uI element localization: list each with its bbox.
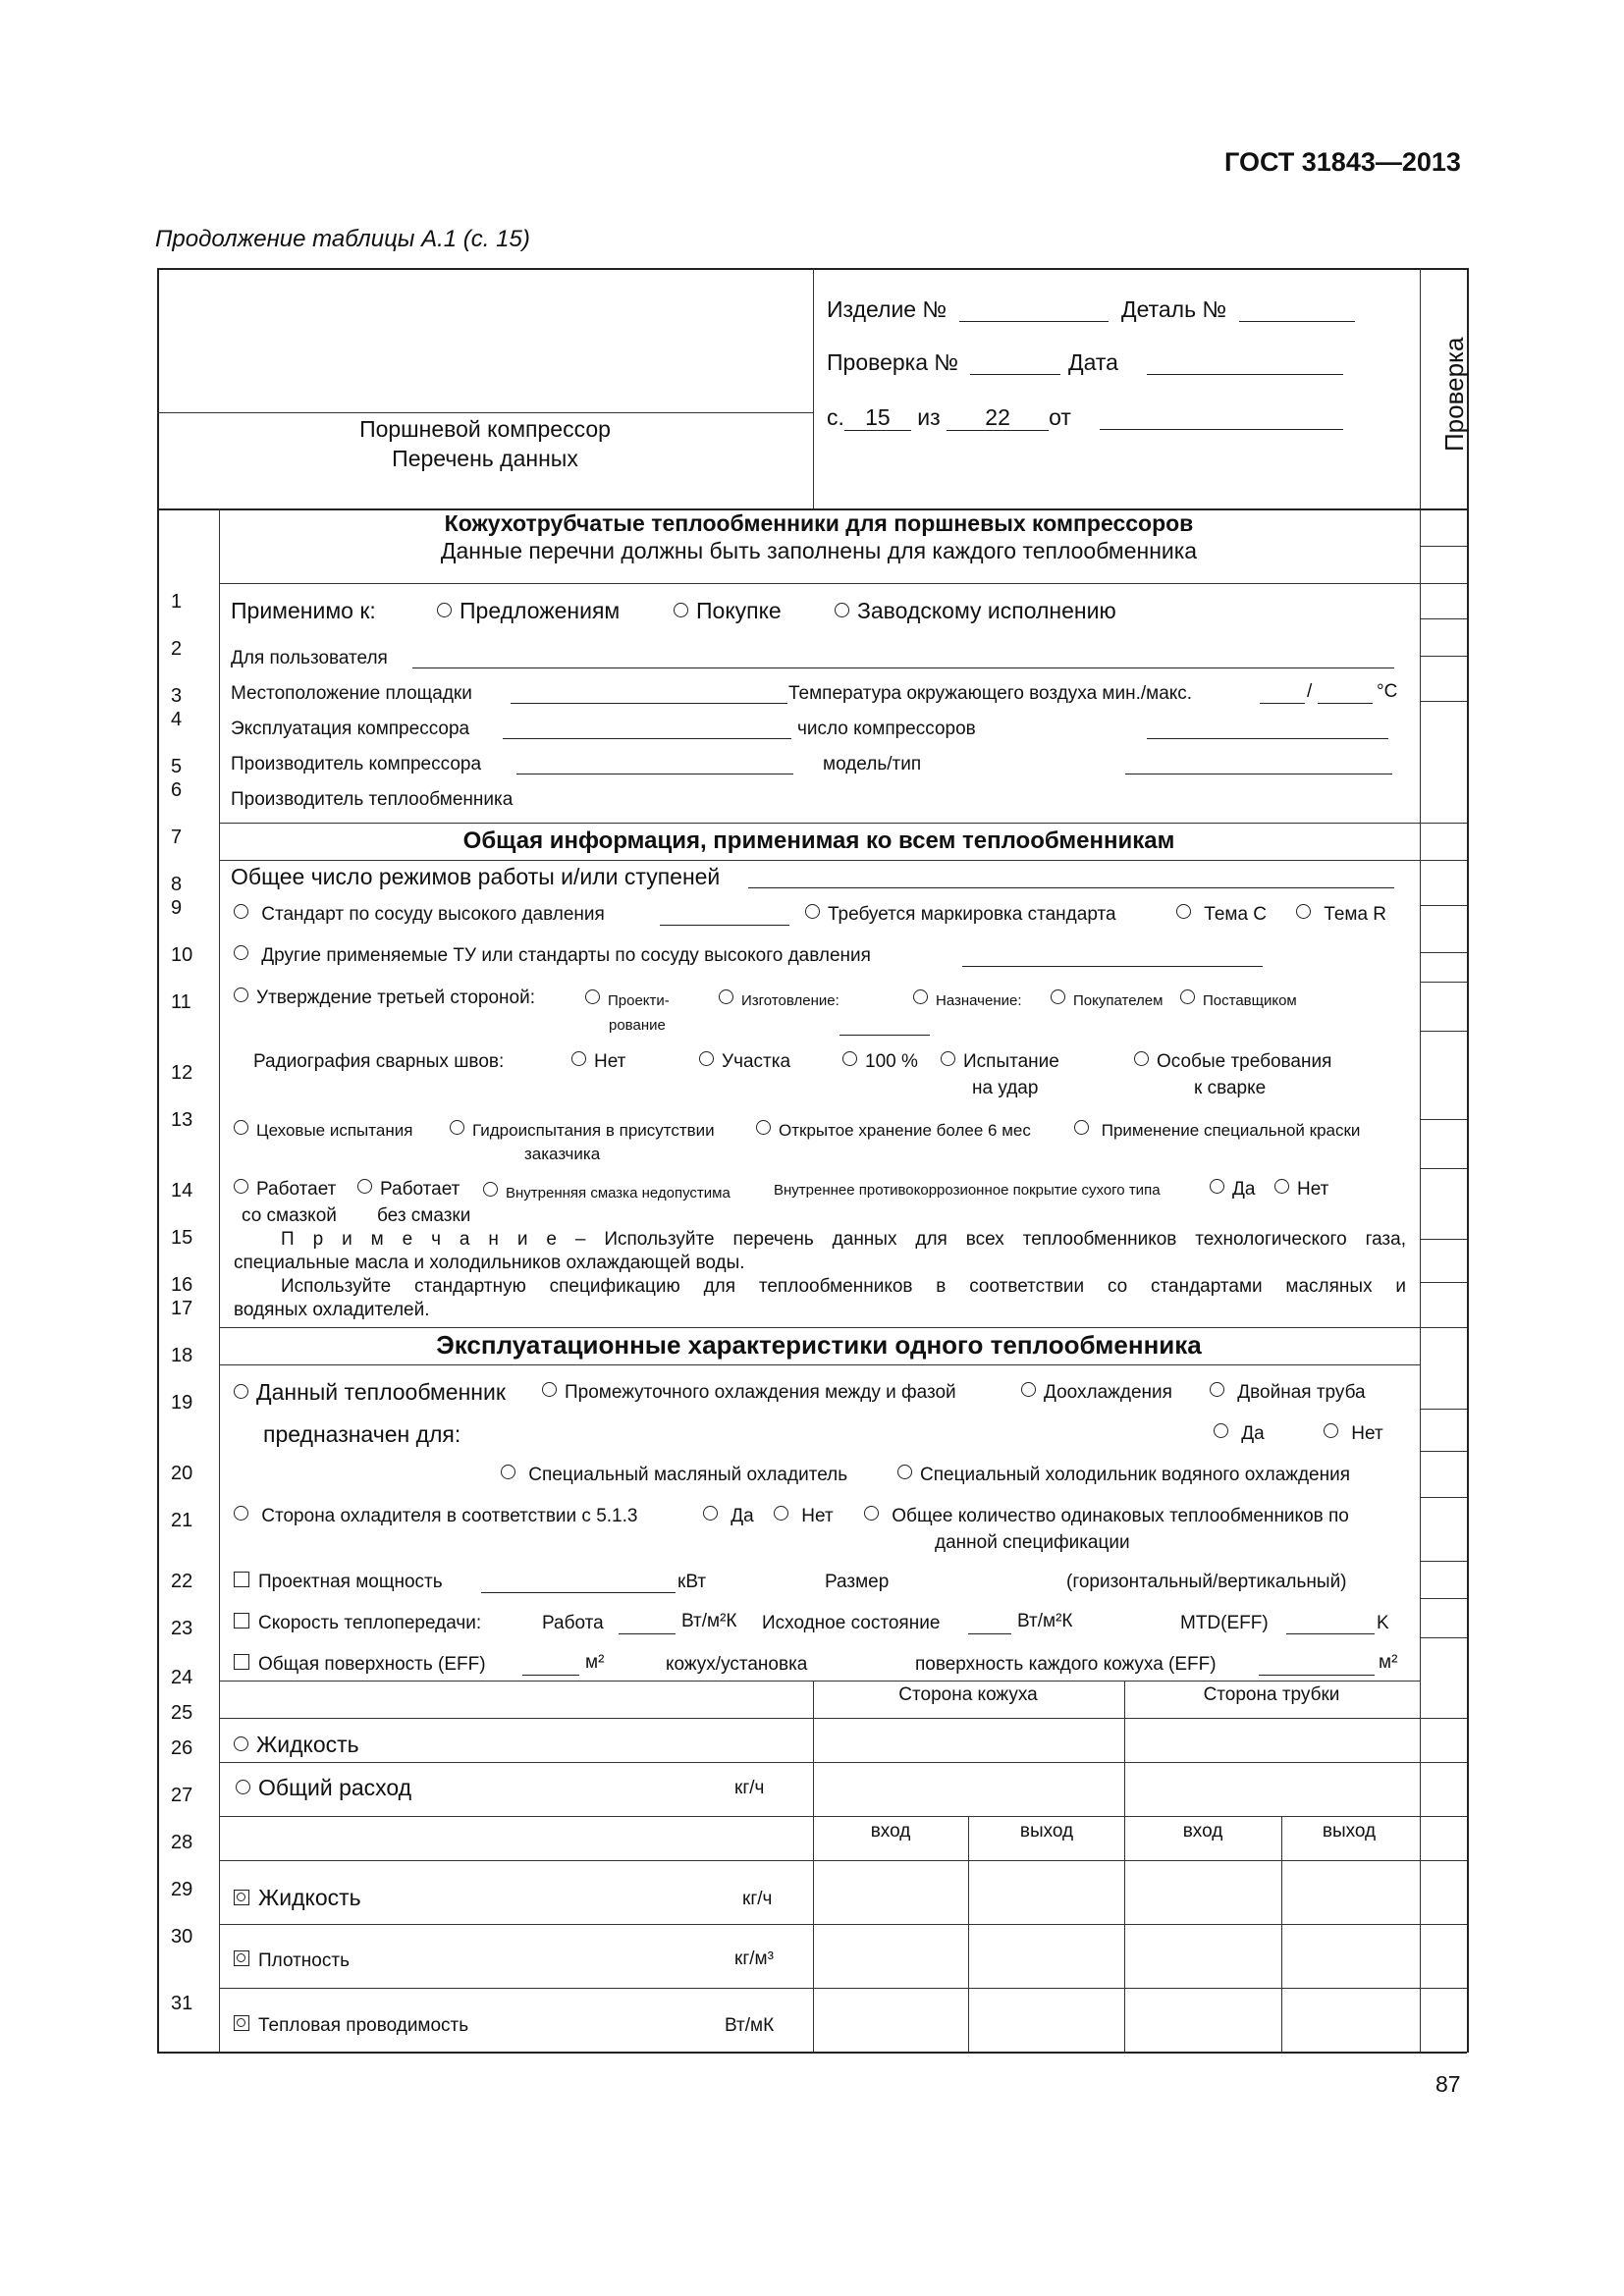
- checkbox-icon: [234, 1572, 249, 1587]
- page-of-line: [827, 404, 1071, 431]
- row-number: 6: [171, 779, 183, 801]
- option-label: Испытание: [963, 1051, 1059, 1072]
- option-label: Тема R: [1324, 904, 1387, 925]
- design-power-checkbox[interactable]: [234, 1572, 443, 1593]
- work-label: Работа: [542, 1613, 604, 1633]
- option-label: Открытое хранение более 6 мес: [779, 1121, 1031, 1140]
- option-label: Проектная мощность: [258, 1572, 443, 1592]
- radio-icon: [1274, 1179, 1289, 1194]
- option-label: Гидроиспытания в присутствии: [472, 1121, 715, 1140]
- option-label: Цеховые испытания: [256, 1121, 413, 1140]
- special-oil-option[interactable]: [501, 1465, 847, 1486]
- operation-label: Эксплуатация компрессора: [231, 719, 470, 739]
- row-number: 12: [171, 1062, 193, 1084]
- special-paint-option[interactable]: [1074, 1120, 1360, 1141]
- orientation-label: (горизонтальный/вертикальный): [1066, 1572, 1347, 1592]
- option-label: Назначение:: [936, 992, 1022, 1009]
- radio-icon: [357, 1179, 372, 1194]
- cooler-side-yes-option[interactable]: [703, 1506, 754, 1527]
- radiography-label: Радиография сварных швов:: [253, 1051, 505, 1072]
- row-number: 9: [171, 897, 183, 919]
- third-party-field[interactable]: [839, 1035, 930, 1036]
- row-number: 14: [171, 1180, 193, 1201]
- row-number: 5: [171, 756, 183, 777]
- option-proposals[interactable]: [437, 598, 620, 623]
- option-label: Требуется маркировка стандарта: [828, 904, 1116, 925]
- option-label: Общая поверхность (EFF): [258, 1654, 486, 1675]
- row-number: 2: [171, 638, 183, 660]
- rad-area-option[interactable]: [699, 1051, 790, 1073]
- initial-state-unit: Вт/м²К: [1017, 1611, 1073, 1631]
- option-label: Проекти-: [608, 992, 670, 1009]
- impact-test-option[interactable]: [941, 1051, 1059, 1073]
- coating-no-option[interactable]: [1274, 1179, 1328, 1201]
- from-field[interactable]: [1100, 429, 1343, 430]
- rad-100-option[interactable]: [842, 1051, 918, 1073]
- by-buyer-option[interactable]: [1051, 989, 1163, 1009]
- row-number: 15: [171, 1227, 193, 1249]
- section2-title: Общая информация, применимая ко всем теплообменникам: [462, 828, 1175, 854]
- row-number: 11: [171, 991, 191, 1013]
- detail-field[interactable]: [1239, 321, 1355, 322]
- option-label: Да: [731, 1506, 754, 1526]
- mtd-label: MTD(EFF): [1180, 1613, 1269, 1633]
- site-location-field[interactable]: [511, 703, 787, 704]
- radio-icon: [234, 945, 248, 960]
- liquid-checkbox[interactable]: [234, 1885, 361, 1910]
- date-field[interactable]: [1147, 374, 1343, 375]
- design-power-field[interactable]: [481, 1592, 676, 1593]
- rad-no-option[interactable]: [571, 1051, 625, 1073]
- radio-icon: [1324, 1423, 1338, 1438]
- row-number: 30: [171, 1926, 193, 1948]
- option-label: Специальный холодильник водяного охлаждения: [920, 1465, 1351, 1485]
- option-label: Да: [1232, 1179, 1256, 1200]
- row-number: 20: [171, 1463, 193, 1484]
- row-number: 23: [171, 1618, 193, 1639]
- row-number: 18: [171, 1345, 193, 1366]
- radio-icon: [703, 1506, 718, 1521]
- radio-icon: [1074, 1120, 1089, 1135]
- pressure-std-field[interactable]: [660, 925, 789, 926]
- radio-icon: [897, 1465, 912, 1479]
- radio-icon: [1180, 989, 1195, 1004]
- radio-icon: [864, 1506, 879, 1521]
- double-pipe-option[interactable]: [1210, 1382, 1366, 1404]
- page-value: 15: [844, 404, 911, 431]
- temp-slash: /: [1307, 681, 1313, 702]
- total-units-cont: данной спецификации: [935, 1532, 1130, 1553]
- radio-icon: [805, 904, 820, 919]
- option-label: Работает: [380, 1179, 460, 1200]
- radio-icon: [835, 603, 849, 617]
- radio-icon: [234, 1384, 248, 1399]
- weld-req-option[interactable]: [1134, 1051, 1331, 1073]
- total-flow-unit: кг/ч: [734, 1778, 765, 1798]
- option-label: Общий расход: [258, 1775, 412, 1800]
- internal-lube-option[interactable]: [483, 1182, 731, 1201]
- this-hx-option[interactable]: [234, 1379, 506, 1405]
- cooler-side-no-option[interactable]: [774, 1506, 834, 1527]
- works-lube-option[interactable]: [234, 1179, 336, 1201]
- check-number-label: Проверка №: [827, 349, 959, 375]
- option-factory[interactable]: [835, 598, 1116, 623]
- row-number: 22: [171, 1571, 193, 1592]
- option-label: Да: [1241, 1423, 1265, 1444]
- row-number: 7: [171, 827, 183, 848]
- cooler-side-option[interactable]: [234, 1506, 637, 1527]
- row-number: 19: [171, 1392, 193, 1414]
- total-flow-option[interactable]: [236, 1775, 411, 1800]
- radio-icon: [571, 1051, 586, 1066]
- option-label: Нет: [1351, 1423, 1383, 1444]
- option-label: Жидкость: [256, 1732, 359, 1757]
- option-label: Поставщиком: [1203, 992, 1297, 1009]
- radio-icon: [674, 603, 688, 617]
- total-surface-field[interactable]: [522, 1675, 579, 1676]
- mtd-unit: K: [1377, 1613, 1389, 1633]
- option-label: Нет: [1297, 1179, 1329, 1200]
- radio-icon: [1296, 904, 1311, 919]
- option-label: Внутренняя смазка недопустима: [506, 1185, 731, 1201]
- radio-icon: [842, 1051, 857, 1066]
- marking-option[interactable]: [805, 904, 1116, 926]
- theme-c-option[interactable]: [1176, 904, 1267, 926]
- theme-r-option[interactable]: [1296, 904, 1386, 926]
- weld-req-cont: к сварке: [1194, 1078, 1267, 1098]
- radio-icon: [1214, 1423, 1228, 1438]
- each-shell-unit: м²: [1379, 1652, 1398, 1673]
- fluid-option[interactable]: [234, 1732, 359, 1757]
- work-unit: Вт/м²К: [681, 1611, 737, 1631]
- row-number: 24: [171, 1667, 193, 1688]
- option-label: Особые требования: [1157, 1051, 1332, 1072]
- row-number: 25: [171, 1702, 193, 1724]
- option-label: Специальный масляный охладитель: [528, 1465, 848, 1485]
- initial-state-field[interactable]: [968, 1633, 1011, 1634]
- impact-test-cont: на удар: [972, 1078, 1039, 1098]
- radio-icon: [234, 904, 248, 919]
- form-title: Поршневой компрессор: [359, 416, 611, 442]
- total-surface-unit: м²: [585, 1652, 605, 1673]
- model-type-label: модель/тип: [823, 754, 922, 774]
- radio-icon: [483, 1182, 498, 1197]
- tube-inlet-header: вход: [1182, 1821, 1223, 1842]
- operation-field[interactable]: [503, 738, 791, 739]
- row-number: 17: [171, 1298, 193, 1319]
- option-label: Участка: [722, 1051, 791, 1072]
- option-label: Утверждение третьей стороной:: [256, 988, 536, 1008]
- option-label: Сторона охладителя в соответствии с 5.1.3: [261, 1506, 638, 1526]
- page-number: 87: [1435, 2071, 1461, 2097]
- radio-icon: [437, 603, 452, 617]
- shell-inlet-header: вход: [870, 1821, 911, 1842]
- other-specs-field[interactable]: [962, 966, 1263, 967]
- option-label: Покупке: [696, 598, 782, 623]
- option-label: Предложениям: [460, 598, 621, 623]
- compressor-count-label: число компрессоров: [797, 719, 976, 739]
- size-label: Размер: [825, 1572, 890, 1592]
- checkbox-radio-icon: [234, 1950, 249, 1966]
- section1-subtitle: Данные перечни должны быть заполнены для каждого теплообменника: [440, 538, 1198, 563]
- shell-setup-label: кожух/установка: [666, 1654, 808, 1675]
- option-label: Жидкость: [258, 1885, 361, 1910]
- check-vertical-label: Проверка: [1439, 337, 1469, 452]
- option-label: Доохлаждения: [1044, 1382, 1172, 1403]
- option-label: Плотность: [258, 1950, 350, 1971]
- option-label: Стандарт по сосуду высокого давления: [261, 904, 605, 925]
- radio-icon: [756, 1120, 771, 1135]
- radio-icon: [585, 989, 600, 1004]
- row-number: 1: [171, 591, 183, 613]
- hx-maker-label: Производитель теплообменника: [231, 789, 514, 810]
- applicable-label: Применимо к:: [231, 598, 376, 623]
- radio-icon: [1210, 1382, 1224, 1397]
- works-nolube-cont: без смазки: [377, 1205, 471, 1226]
- total-units-option[interactable]: [864, 1506, 1349, 1527]
- design-label-cont: рование: [609, 1017, 666, 1034]
- option-label: Промежуточного охлаждения между и фазой: [565, 1382, 956, 1403]
- intended-for-label: предназначен для:: [263, 1421, 461, 1447]
- page-label: с.: [827, 404, 844, 430]
- radio-icon: [1210, 1179, 1224, 1194]
- radio-icon: [719, 989, 733, 1004]
- each-shell-field[interactable]: [1259, 1675, 1375, 1676]
- shell-outlet-header: выход: [1019, 1821, 1074, 1842]
- row-number: 31: [171, 1993, 193, 2014]
- checkbox-icon: [234, 1613, 249, 1629]
- option-label: Работает: [256, 1179, 337, 1200]
- design-option[interactable]: [585, 989, 670, 1009]
- modes-field[interactable]: [748, 887, 1394, 888]
- radio-icon: [1051, 989, 1065, 1004]
- ambient-temp-label: Температура окружающего воздуха мин./макс.: [788, 683, 1193, 704]
- option-label: Скорость теплопередачи:: [258, 1613, 482, 1633]
- option-label: Другие применяемые ТУ или стандарты по сосуду высокого давления: [261, 945, 871, 966]
- tube-outlet-header: выход: [1322, 1821, 1377, 1842]
- note-line-1: [234, 1229, 1406, 1251]
- manufacture-option[interactable]: [719, 989, 839, 1009]
- compressor-count-field[interactable]: [1147, 738, 1388, 739]
- option-label: Тепловая проводимость: [258, 2015, 469, 2036]
- item-field[interactable]: [959, 321, 1109, 322]
- special-water-option[interactable]: [897, 1465, 1350, 1486]
- by-supplier-option[interactable]: [1180, 989, 1297, 1009]
- kw-unit: кВт: [677, 1572, 707, 1592]
- density-checkbox[interactable]: [234, 1950, 350, 1972]
- radio-icon: [1176, 904, 1191, 919]
- tube-side-header: Сторона трубки: [1203, 1684, 1340, 1705]
- work-field[interactable]: [619, 1633, 676, 1634]
- option-label: Нет: [594, 1051, 626, 1072]
- third-party-option[interactable]: [234, 988, 535, 1009]
- section3-title: Эксплуатационные характеристики одного теплообменника: [436, 1330, 1202, 1360]
- liquid-unit: кг/ч: [742, 1889, 773, 1909]
- radio-icon: [450, 1120, 464, 1135]
- row-number: 10: [171, 944, 193, 966]
- conductivity-checkbox[interactable]: [234, 2015, 468, 2037]
- radio-icon: [774, 1506, 788, 1521]
- row-number: 29: [171, 1879, 193, 1900]
- internal-coating-label: Внутреннее противокоррозионное покрытие сухого типа: [774, 1182, 1161, 1199]
- hydro-option[interactable]: [450, 1120, 715, 1141]
- radio-icon: [913, 989, 928, 1004]
- row-number: 28: [171, 1832, 193, 1853]
- option-label: Данный теплообменник: [256, 1379, 506, 1405]
- compressor-maker-label: Производитель компрессора: [231, 754, 482, 774]
- works-lube-cont: со смазкой: [242, 1205, 337, 1226]
- density-unit: кг/м³: [734, 1949, 774, 1969]
- date-label: Дата: [1068, 349, 1118, 375]
- aftercooling-option[interactable]: [1021, 1382, 1172, 1404]
- row-number: 27: [171, 1785, 193, 1806]
- row-number: 3: [171, 685, 183, 707]
- note-line-4: водяных охладителей.: [234, 1300, 430, 1320]
- radio-icon: [234, 1120, 248, 1135]
- of-label: из: [917, 404, 941, 430]
- radio-icon: [542, 1382, 557, 1397]
- radio-icon: [501, 1465, 515, 1479]
- section1-title: Кожухотрубчатые теплообменники для поршневых компрессоров: [444, 510, 1194, 536]
- shell-side-header: Сторона кожуха: [898, 1684, 1038, 1705]
- option-label: Применение специальной краски: [1101, 1121, 1361, 1140]
- intercooling-option[interactable]: [542, 1382, 956, 1404]
- row-number: 4: [171, 709, 183, 730]
- option-label: 100 %: [865, 1051, 918, 1072]
- mtd-field[interactable]: [1286, 1633, 1375, 1634]
- detail-label: Деталь №: [1121, 296, 1227, 322]
- for-user-label: Для пользователя: [231, 648, 388, 668]
- coating-yes-option[interactable]: [1210, 1179, 1255, 1201]
- radio-icon: [1021, 1382, 1036, 1397]
- note-line-3: [234, 1276, 1406, 1298]
- double-pipe-yes-option[interactable]: [1214, 1423, 1265, 1445]
- site-location-label: Местоположение площадки: [231, 683, 472, 704]
- item-label: Изделие №: [827, 296, 947, 322]
- checkbox-icon: [234, 1654, 249, 1670]
- form-subtitle: Перечень данных: [392, 446, 578, 471]
- check-number-field[interactable]: [970, 374, 1060, 375]
- row-number: 8: [171, 874, 183, 895]
- double-pipe-no-option[interactable]: [1324, 1423, 1383, 1445]
- option-label: Заводскому исполнению: [857, 598, 1116, 623]
- note-text: П р и м е ч а н и е – Используйте перечень данных для всех теплообменников технологического газа,: [281, 1229, 1406, 1250]
- heat-rate-checkbox[interactable]: [234, 1613, 481, 1634]
- checkbox-radio-icon: [234, 1890, 249, 1905]
- conductivity-unit: Вт/мК: [725, 2015, 775, 2036]
- option-label: Двойная труба: [1237, 1382, 1366, 1403]
- row-number: 26: [171, 1737, 193, 1759]
- option-label: Тема С: [1204, 904, 1268, 925]
- total-surface-checkbox[interactable]: [234, 1654, 486, 1676]
- radio-icon: [236, 1780, 250, 1794]
- option-label: Изготовление:: [741, 992, 839, 1009]
- temp-max-field[interactable]: [1318, 703, 1373, 704]
- radio-icon: [234, 1179, 248, 1194]
- checkbox-radio-icon: [234, 2015, 249, 2031]
- note-line-2: специальные масла и холодильников охлаждающей воды.: [234, 1253, 745, 1273]
- option-purchase[interactable]: [674, 598, 782, 623]
- temp-min-field[interactable]: [1260, 703, 1305, 704]
- row-number: 16: [171, 1274, 193, 1296]
- shop-tests-option[interactable]: [234, 1120, 412, 1141]
- radio-icon: [1134, 1051, 1149, 1066]
- initial-state-label: Исходное состояние: [762, 1613, 941, 1633]
- note-text: Используйте стандартную спецификацию для теплообменников в соответствии со стандартами масляных и: [281, 1276, 1406, 1297]
- radio-icon: [234, 1736, 248, 1751]
- for-user-field[interactable]: [412, 667, 1394, 668]
- hydro-cont: заказчика: [524, 1145, 601, 1163]
- open-storage-option[interactable]: [756, 1120, 1031, 1141]
- radio-icon: [699, 1051, 714, 1066]
- other-specs-option[interactable]: [234, 945, 871, 967]
- works-nolube-option[interactable]: [357, 1179, 460, 1201]
- table-caption: Продолжение таблицы А.1 (с. 15): [155, 226, 530, 252]
- deg-c-label: °C: [1377, 681, 1398, 702]
- radio-icon: [234, 1506, 248, 1521]
- option-label: Общее количество одинаковых теплообменников по: [892, 1506, 1349, 1526]
- modes-label: Общее число режимов работы и/или ступеней: [231, 864, 721, 889]
- option-label: Нет: [801, 1506, 834, 1526]
- radio-icon: [234, 988, 248, 1002]
- radio-icon: [941, 1051, 955, 1066]
- each-shell-label: поверхность каждого кожуха (EFF): [915, 1654, 1217, 1675]
- from-label: от: [1049, 404, 1071, 430]
- document-id: ГОСТ 31843—2013: [1224, 147, 1461, 177]
- of-value: 22: [947, 404, 1049, 431]
- purpose-option[interactable]: [913, 989, 1022, 1009]
- row-number: 21: [171, 1510, 193, 1531]
- pressure-std-option[interactable]: [234, 904, 605, 926]
- row-number: 13: [171, 1109, 193, 1131]
- option-label: Покупателем: [1073, 992, 1164, 1009]
